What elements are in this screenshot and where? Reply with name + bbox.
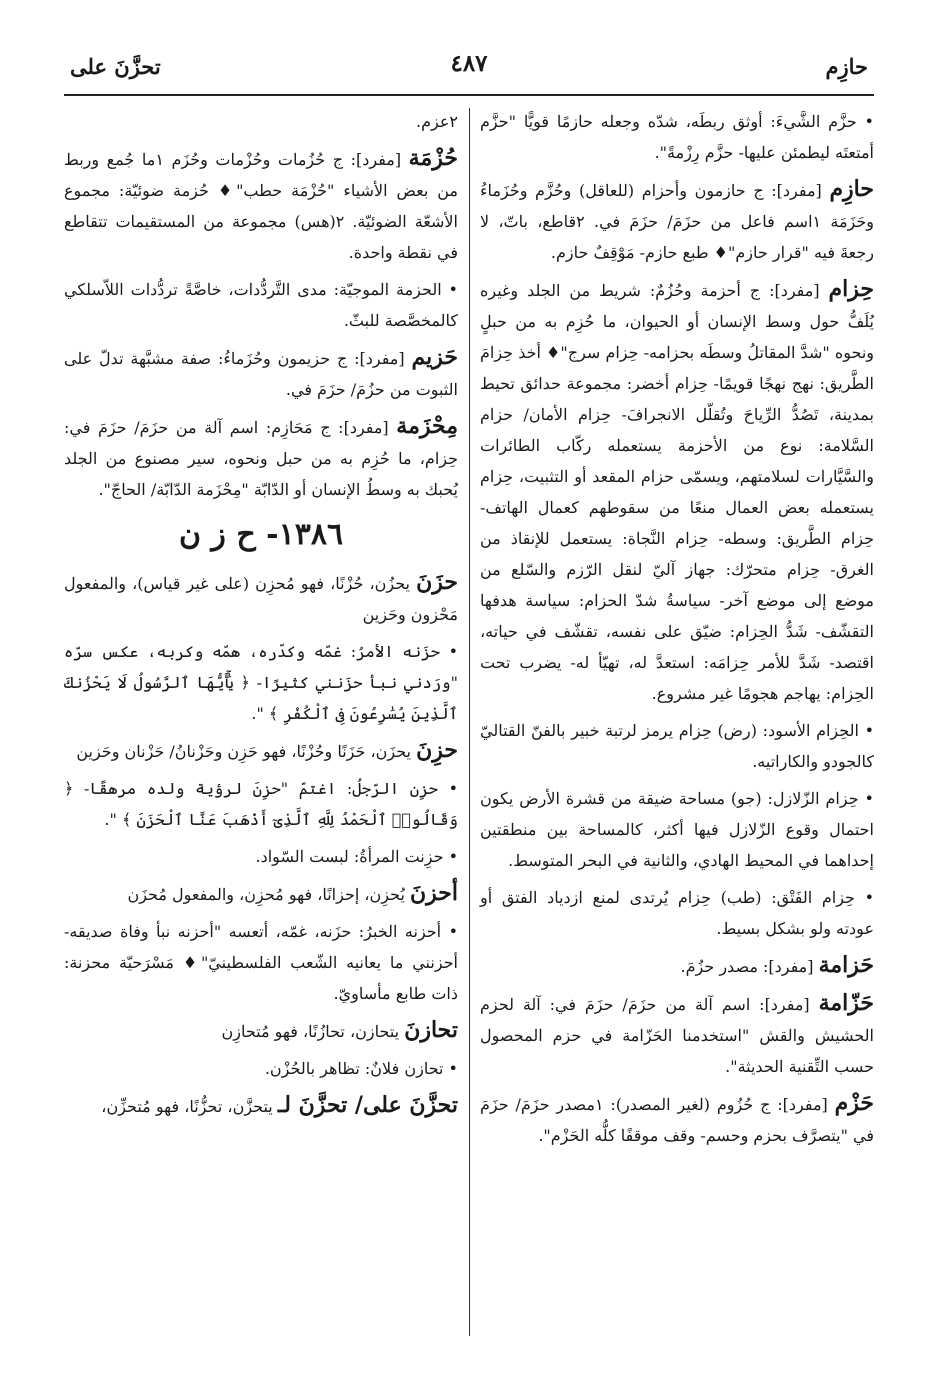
dictionary-entry [64, 878, 458, 910]
entry-headword: حَزامة [818, 952, 874, 978]
entry-definition: ٢عزم. [416, 112, 458, 131]
left-column [64, 106, 458, 1356]
entry-definition: • تحازن فلانٌ: تظاهر بالحُزْن. [264, 1059, 458, 1078]
page-columns [64, 96, 874, 1356]
entry-definition: [مفرد]: ج مَحَازِم: اسم آلة من حزَمَ/ حزَمَ في: حِزام، ما حُزِم به من حبل ونحوه، سير مصنوع من الجلد يُحبك به وسطُ الإنسان أو الدّابّة "مِحْزَمة الدّابّة/ الحاجّ". [64, 418, 458, 499]
entry-definition: • حزِن الرّجلُ: اغتمّ "حزِنَ لرؤية ولده مرهقًا- ﴿ وَقَالُوا۟ ٱلْحَمْدُ لِلَّهِ ٱلَّذِىٓ أَذْهَبَ عَنَّا ٱلْحَزَنَ ﴾ ". [64, 779, 458, 829]
column-divider [469, 108, 470, 1336]
header-guide-word-right: حازِم [825, 54, 868, 79]
dictionary-entry [64, 274, 458, 336]
entry-headword: أحزنَ [409, 880, 458, 906]
dictionary-entry [64, 567, 458, 630]
entry-definition: [مفرد]: ج حازمون وأحزام (للعاقل) وحُزَّم وحُزَماءُ وحَزَمَة ١اسم فاعل من حزَمَ/ حزَمَ في. ٢قاطع، باتّ، لا رجعةَ فيه "قرار حازم"♦ طبع حازم- مَوْقِفٌ حازم. [480, 181, 875, 262]
entry-definition: • الحزمة الموجيّة: مدى التَّردُّدات، خاصَّةً تردُّدات اللاّسلكي كالمخصَّصة للبثّ. [64, 280, 458, 330]
entry-definition: يتحزَّن، تحزُّنًا، فهو مُتحزِّن، [101, 1097, 278, 1116]
entry-definition: • حزِنت المرأةُ: لبست السّواد. [255, 847, 458, 866]
dictionary-entry [64, 106, 458, 137]
dictionary-entry [480, 950, 874, 982]
entry-definition: يُحزِن، إحزانًا، فهو مُحزِن، والمفعول مُحزَن [127, 885, 410, 904]
entry-definition: [مفرد]: ج حُزُوم (لغير المصدر): ١مصدر حزَمَ/ حزَمَ في "يتصرَّف بحزم وحسم- وقف موقفًا كلُّه الحَزْم". [480, 1095, 874, 1145]
dictionary-entry [64, 773, 458, 835]
right-column [480, 106, 874, 1356]
entry-headword: حازِم [829, 176, 874, 202]
entry-headword: حَزْم [834, 1090, 874, 1116]
entry-definition: • الحِزام الأسود: (رض) حِزام يرمز لرتبة خبير بالفنّ القتاليّ كالجودو والكاراتيه. [480, 721, 874, 771]
entry-definition: • حزَنه الأمرُ: غمّه وكدّره، همّه وكربه، عكس سرّه "ورَدني نبأ حزَنني كثيرًا- ﴿ يَٰٓأَيُّهَا ٱلرَّسُولُ لَا يَحْزُنكَ ٱلَّذِينَ يُسَٰرِعُونَ فِى ٱلْكُفْرِ ﴾ ". [64, 642, 458, 723]
dictionary-entry [480, 274, 874, 709]
dictionary-entry [64, 916, 458, 1009]
entry-headword: حَزيم [411, 344, 458, 370]
entry-headword: تحازنَ [404, 1017, 458, 1043]
dictionary-entry [64, 841, 458, 872]
header-guide-word-left: تحزَّنَ على [70, 54, 161, 79]
entry-definition: • حِزام الفَتْق: (طب) حِزام يُرتدى لمنع ازدياد الفتق أو عودته ولو بشكل بسيط. [480, 888, 874, 938]
dictionary-entry [64, 636, 458, 729]
dictionary-entry [64, 411, 458, 505]
dictionary-entry [64, 342, 458, 405]
entry-headword: مِحْزَمة [396, 413, 458, 439]
dictionary-entry [480, 988, 874, 1082]
entry-headword: تحزَّنَ على/ تحزَّنَ لـ [277, 1092, 458, 1118]
entry-headword: حَزّامة [818, 990, 874, 1016]
page-number: ٤٨٧ [450, 50, 488, 77]
entry-definition: • حِزام الزّلازل: (جو) مساحة ضيقة من قشرة الأرض يكون احتمال وقوع الزّلازل فيها أكثر، كالمساحة بين منطقتين إحداهما في المحيط الهادي، والثانية في البحر المتوسط. [480, 789, 874, 870]
entry-definition: [مفرد]: اسم آلة من حزَمَ/ حزَمَ في: آلة لحزم الحشيش والقش "استخدمنا الحَزّامة في حزم المحصول حسب التِّقنية الحديثة". [480, 995, 874, 1076]
dictionary-entry [480, 1088, 874, 1151]
dictionary-entry [480, 106, 874, 168]
entry-definition: يحزُن، حُزْنًا، فهو مُحزِن (على غير قياس)، والمفعول مَحْزون وحَزين [64, 574, 458, 624]
entry-headword: حزَنَ [416, 569, 458, 595]
dictionary-entry [64, 1015, 458, 1047]
entry-definition: [مفرد]: ج حُزُمات وحُزْمات وحُزَم ١ما جُمع وربط من بعض الأشياء "حُزْمَة حطب"♦ حُزمة ضوئيّة: مجموع الأشعّة الضوئيّة. ٢(هس) مجموعة من المستقيمات تتقاطع في نقطة واحدة. [64, 150, 458, 262]
entry-definition: [مفرد]: ج أحزمة وحُزُمٌ: شريط من الجلد وغيره يُلَفُّ حول وسط الإنسان أو الحيوان، ما حُزِم به من حبلٍ ونحوه "شدَّ المقاتلُ وسطَه بحزامه- حِزام سرج"♦ أخذ حِزامَ الطَّريق: نهج نهجًا قويمًا- حِزام أخضر: مجموعة حدائق تحيط بمدينة، تَصُدُّ الرِّياحَ وتُقلّل الانجرافَ- حِزام الأمان/ حزام السَّلامة: نوع من الأحزمة يستعمله ركّاب الطائرات والسَّيَّارات لسلامتهم، ويسمّى حزام المقعد أو التثبيت، حِزام يستعمله بعض العمال منعًا من سقوطهم كعمال الهاتف- حِزام الطَّريق: وسطه- حِزام النَّجاة: يستعمل للإنقاذ من الغرق- حِزام متحرّك: جهاز آليّ لنقل الرّزم والسّلع من موضع إلى موضع آخر- سياسةُ شدّ الحزام: سياسة هدفها التقشّف- شَدُّ الحِزام: ضيّق على نفسه، تقشّف في حياته، اقتصد- شَدَّ للأمر حِزامَه: استعدَّ له، تهيّأ له- يضرب تحت الحِزام: يهاجم هجومًا غير مشروع. [480, 281, 874, 703]
root-section-title: ١٣٨٦- ح ز ن [178, 517, 344, 552]
dictionary-entry [64, 1053, 458, 1084]
entry-definition: يحزَن، حَزَنًا وحُزْنًا، فهو حَزِن وحَزْنانُ/ حَزْنان وحَزين [76, 742, 417, 761]
entry-definition: يتحازن، تحازُنًا، فهو مُتحازِن [221, 1022, 405, 1041]
dictionary-entry [64, 143, 458, 268]
entry-definition: • حزَّم الشَّيءَ: أوثق ربطَه، شدّه وجعله حازمًا قويًّا "حزَّم أمتعتَه ليطمئن عليها- حزَّم رِزْمةً". [480, 112, 874, 162]
entry-headword: حِزام [828, 276, 874, 302]
dictionary-entry [480, 783, 874, 876]
dictionary-entry [480, 715, 874, 777]
dictionary-entry [64, 1090, 458, 1122]
dictionary-entry [480, 882, 874, 944]
entry-definition: [مفرد]: مصدر حزُمَ. [680, 957, 819, 976]
entry-headword: حزِنَ [416, 737, 458, 763]
dictionary-entry [64, 735, 458, 767]
entry-definition: • أحزنه الخبرُ: حزَنه، غمّه، أتعسه "أحزنه نبأ وفاة صديقه- أحزنني ما يعانيه الشّعب الفلسطينيّ"♦ مَسْرَحيّة محزنة: ذات طابع مأساويّ. [64, 922, 458, 1003]
entry-headword: حُزْمَة [408, 145, 458, 171]
dictionary-entry [480, 174, 874, 268]
entry-definition: [مفرد]: ج حزيمون وحُزَماءُ: صفة مشبَّهة تدلّ على الثبوت من حزُمَ/ حزَمَ في. [64, 349, 458, 399]
page-header [64, 40, 874, 96]
